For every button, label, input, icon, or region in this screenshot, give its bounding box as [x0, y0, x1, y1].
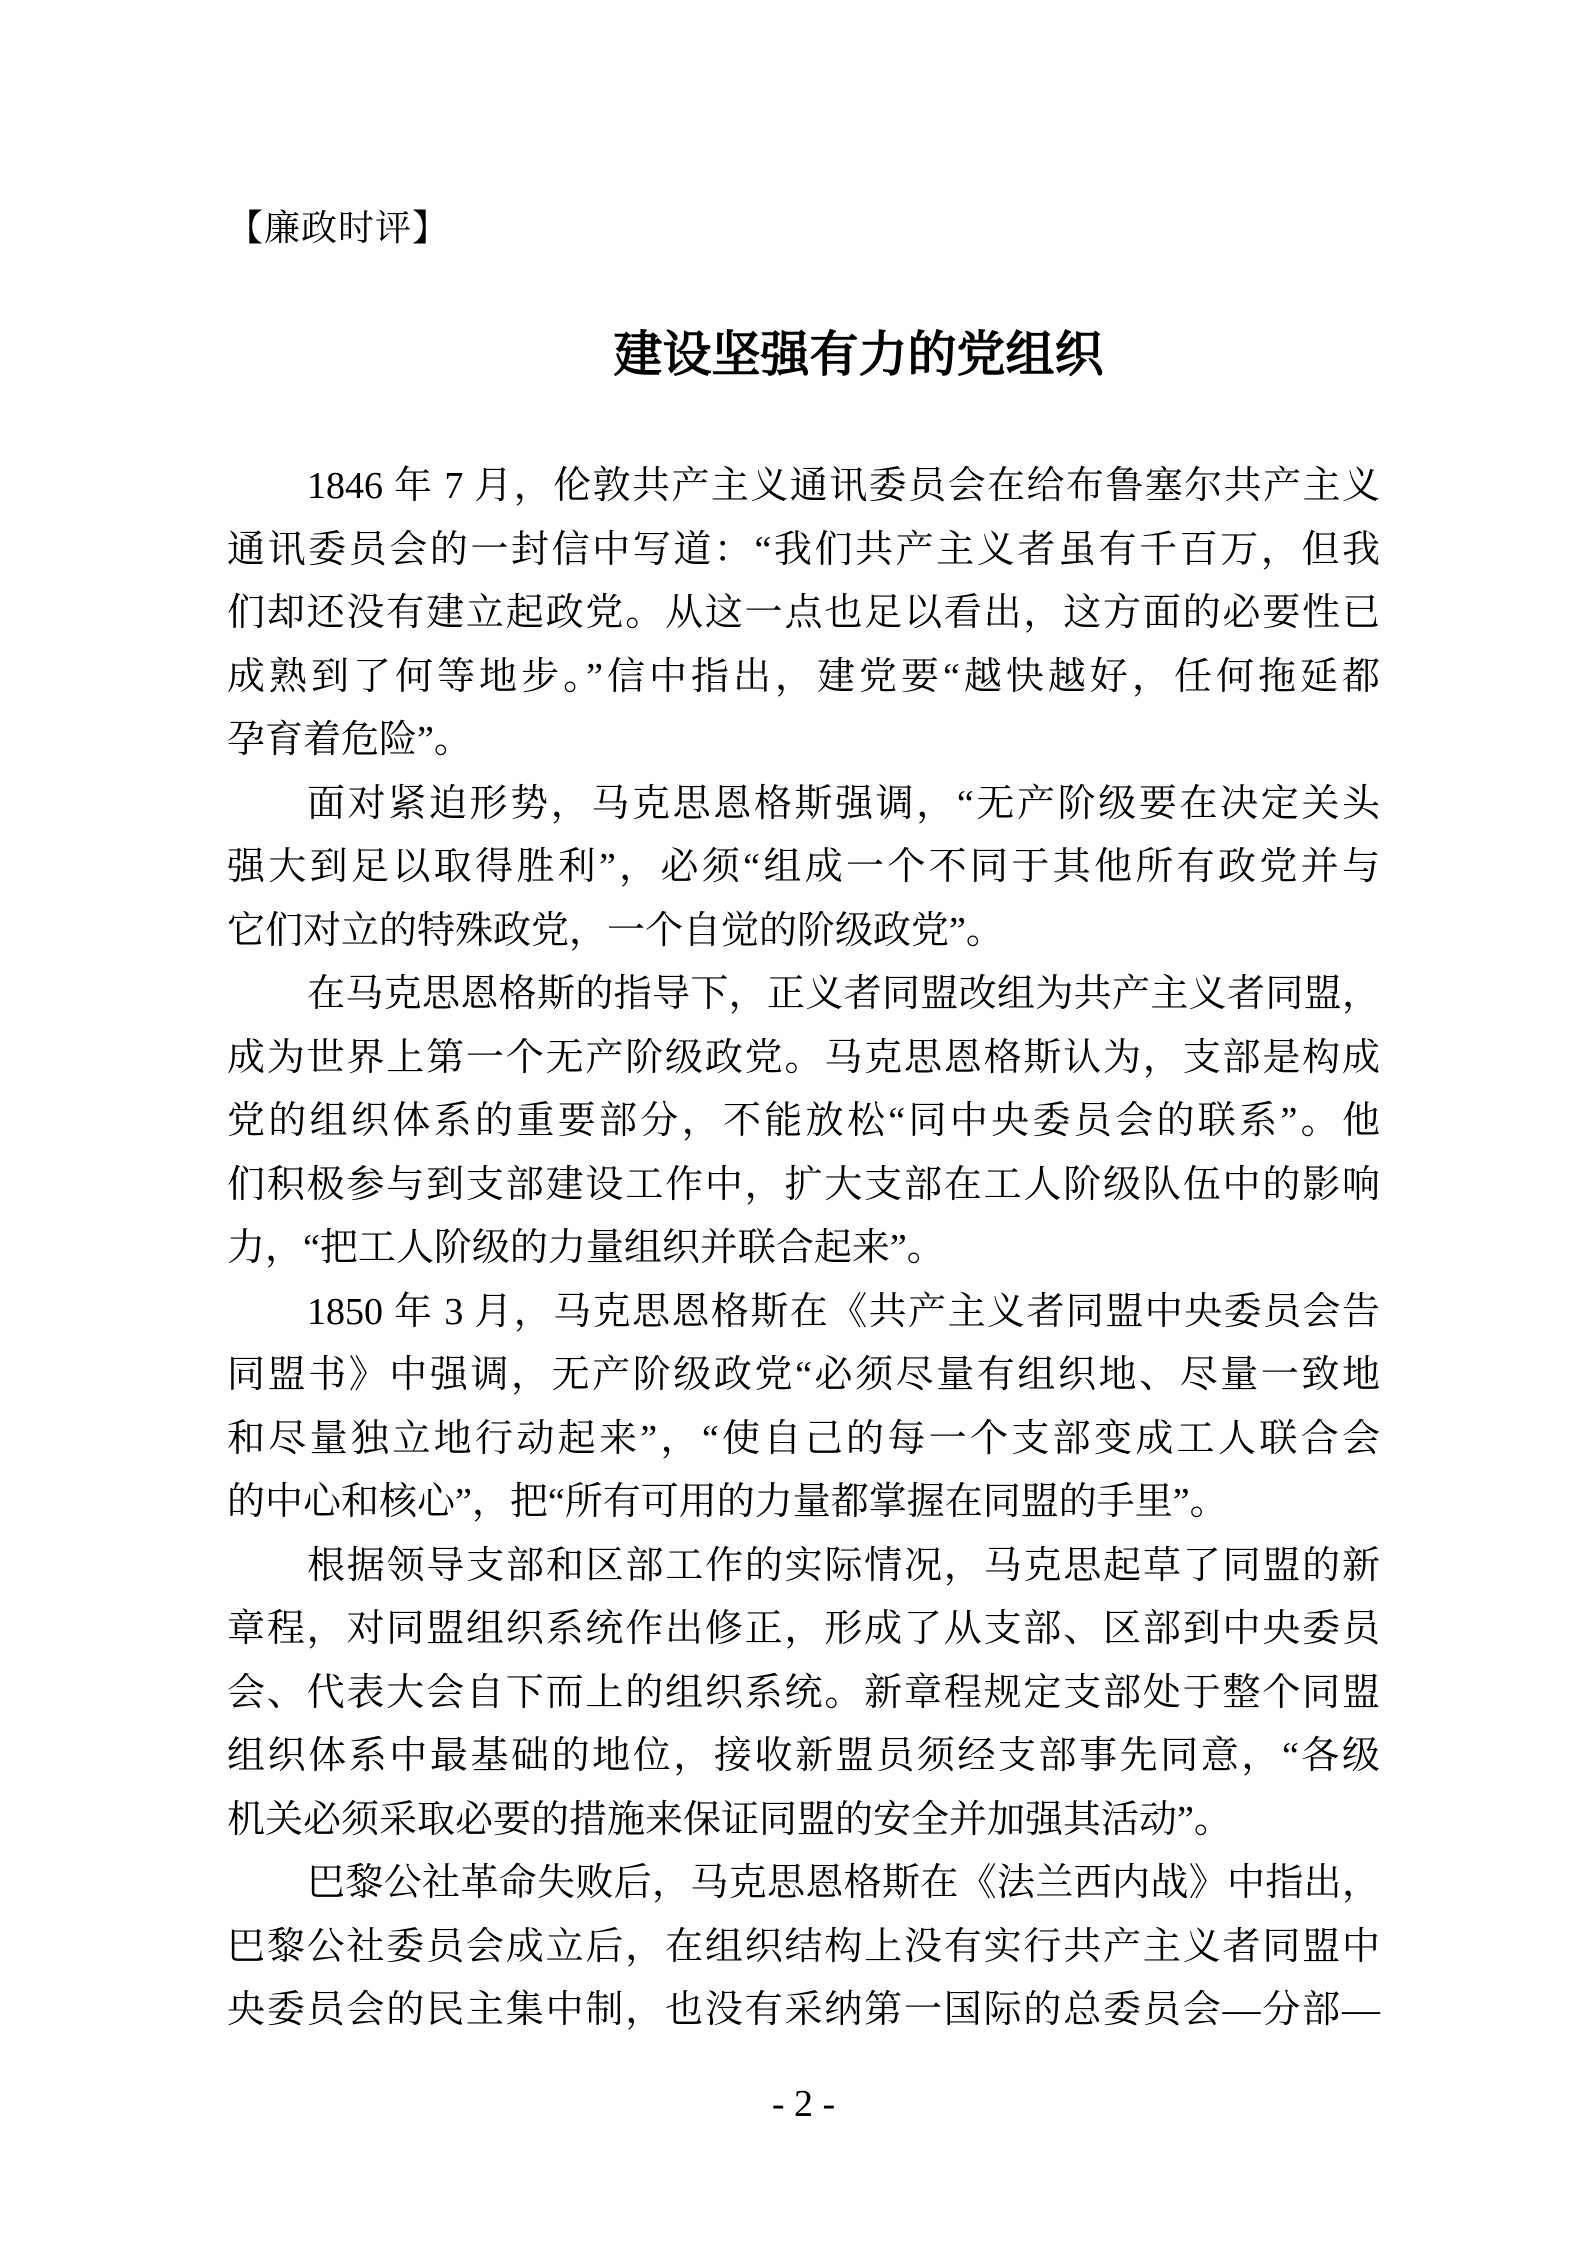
text-line: 组织体系中最基础的地位，接收新盟员须经支部事先同意，“各级: [227, 1735, 1380, 1777]
paragraph: [227, 1535, 1380, 1853]
text-line: 它们对立的特殊政党，一个自觉的阶级政党”。: [227, 909, 1004, 952]
text-line: 们却还没有建立起政党。从这一点也足以看出，这方面的必要性已: [227, 592, 1380, 634]
text-line: 机关必须采取必要的措施来保证同盟的安全并加强其活动”。: [227, 1798, 1232, 1841]
text-line: 巴黎公社革命失败后，马克思恩格斯在《法兰西内战》中指出，: [307, 1862, 1380, 1904]
paragraph: [227, 455, 1380, 773]
text-line: 强大到足以取得胜利”，必须“组成一个不同于其他所有政党并与: [227, 846, 1380, 888]
text-line: 根据领导支部和区部工作的实际情况，马克思起草了同盟的新: [307, 1544, 1380, 1587]
text-line: 党的组织体系的重要部分，不能放松“同中央委员会的联系”。他: [227, 1100, 1380, 1142]
paragraph: [227, 1281, 1380, 1535]
text-line: 们积极参与到支部建设工作中，扩大支部在工人阶级队伍中的影响: [227, 1163, 1380, 1206]
text-line: 孕育着危险”。: [227, 719, 472, 761]
paragraph: [227, 963, 1380, 1281]
text-line: 巴黎公社委员会成立后，在组织结构上没有实行共产主义者同盟中: [227, 1925, 1380, 1968]
text-line: 同盟书》中强调，无产阶级政党“必须尽量有组织地、尽量一致地: [227, 1354, 1380, 1396]
text-line: 力，“把工人阶级的力量组织并联合起来”。: [227, 1227, 945, 1269]
article-body: [227, 455, 1380, 2043]
section-label: 【廉政时评】: [227, 208, 450, 248]
article-title: 建设坚强有力的党组织: [613, 327, 1104, 382]
text-line: 章程，对同盟组织系统作出修正，形成了从支部、区部到中央委员: [227, 1608, 1380, 1650]
text-line: 的中心和核心”，把“所有可用的力量都掌握在同盟的手里”。: [227, 1481, 1228, 1523]
text-line: 1846 年 7 月，伦敦共产主义通讯委员会在给布鲁塞尔共产主义: [307, 465, 1380, 507]
text-line: 央委员会的民主集中制，也没有采纳第一国际的总委员会—分部—: [227, 1989, 1380, 2031]
page-number: - 2 -: [771, 2083, 836, 2125]
text-line: 1850 年 3 月，马克思恩格斯在《共产主义者同盟中央委员会告: [307, 1290, 1380, 1333]
text-line: 通讯委员会的一封信中写道：“我们共产主义者虽有千百万，但我: [227, 528, 1380, 571]
text-line: 会、代表大会自下而上的组织系统。新章程规定支部处于整个同盟: [227, 1671, 1380, 1714]
text-line: 和尽量独立地行动起来”，“使自己的每一个支部变成工人联合会: [227, 1417, 1380, 1460]
text-line: 在马克思恩格斯的指导下，正义者同盟改组为共产主义者同盟，: [307, 973, 1380, 1015]
paragraph: [227, 1852, 1380, 2043]
text-line: 成为世界上第一个无产阶级政党。马克思恩格斯认为，支部是构成: [227, 1036, 1380, 1079]
text-line: 面对紧迫形势，马克思恩格斯强调，“无产阶级要在决定关头: [307, 782, 1380, 825]
text-line: 成熟到了何等地步。”信中指出，建党要“越快越好，任何拖延都: [227, 655, 1380, 698]
paragraph: [227, 773, 1380, 964]
